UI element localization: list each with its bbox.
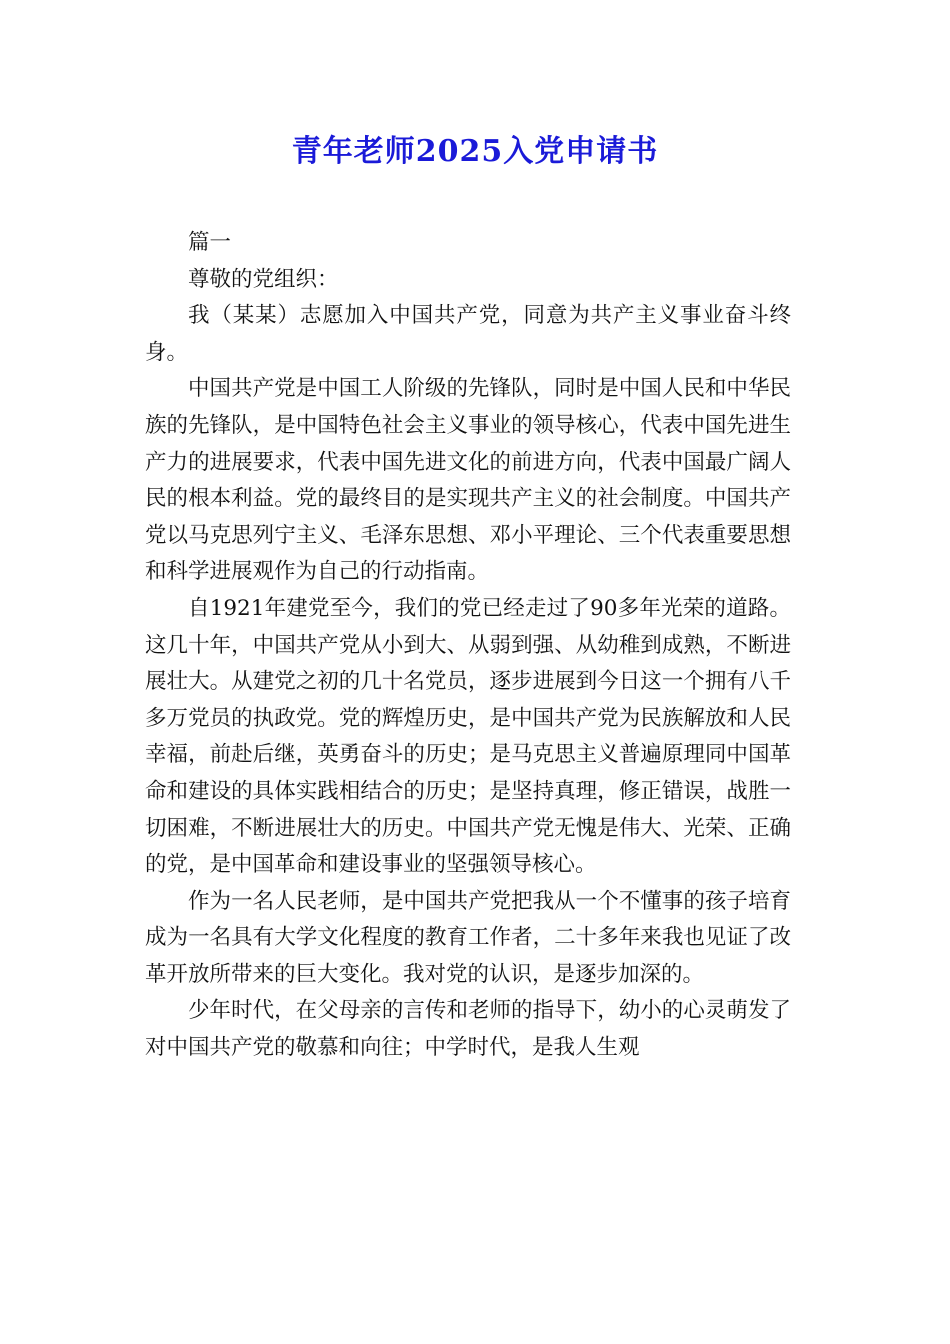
paragraph-declaration: 我（某某）志愿加入中国共产党，同意为共产主义事业奋斗终身。	[145, 303, 791, 365]
document-body	[145, 225, 791, 1067]
paragraph-party-history: 自1921年建党至今，我们的党已经走过了90多年光荣的道路。这几十年，中国共产党从小到大、从弱到强、从幼稚到成熟，不断进展壮大。从建党之初的几十名党员，逐步进展到今日这一个拥有八千多万党员的执政党。党的辉煌历史，是中国共产党为民族解放和人民幸福，前赴后继，英勇奋斗的历史；是马克思主义普遍原理同中国革命和建设的具体实践相结合的历史；是坚持真理，修正错误，战胜一切困难，不断进展壮大的历史。中国共产党无愧是伟大、光荣、正确的党，是中国革命和建设事业的坚强领导核心。	[145, 595, 791, 878]
document-title: 青年老师2025入党申请书	[291, 134, 659, 169]
paragraph-section-label: 篇一	[188, 230, 232, 255]
paragraph-teacher: 作为一名人民老师，是中国共产党把我从一个不懂事的孩子培育成为一名具有大学文化程度的教育工作者，二十多年来我也见证了改革开放所带来的巨大变化。我对党的认识，是逐步加深的。	[145, 888, 791, 987]
paragraph-salutation: 尊敬的党组织：	[188, 266, 339, 292]
paragraph-youth: 少年时代，在父母亲的言传和老师的指导下，幼小的心灵萌发了对中国共产党的敬慕和向往；中学时代，是我人生观	[145, 998, 791, 1061]
paragraph-party-nature: 中国共产党是中国工人阶级的先锋队，同时是中国人民和中华民族的先锋队，是中国特色社会主义事业的领导核心，代表中国先进生产力的进展要求，代表中国先进文化的前进方向，代表中国最广阔人民的根本利益。党的最终目的是实现共产主义的社会制度。中国共产党以马克思列宁主义、毛泽东思想、邓小平理论、三个代表重要思想和科学进展观作为自己的行动指南。	[145, 376, 791, 585]
